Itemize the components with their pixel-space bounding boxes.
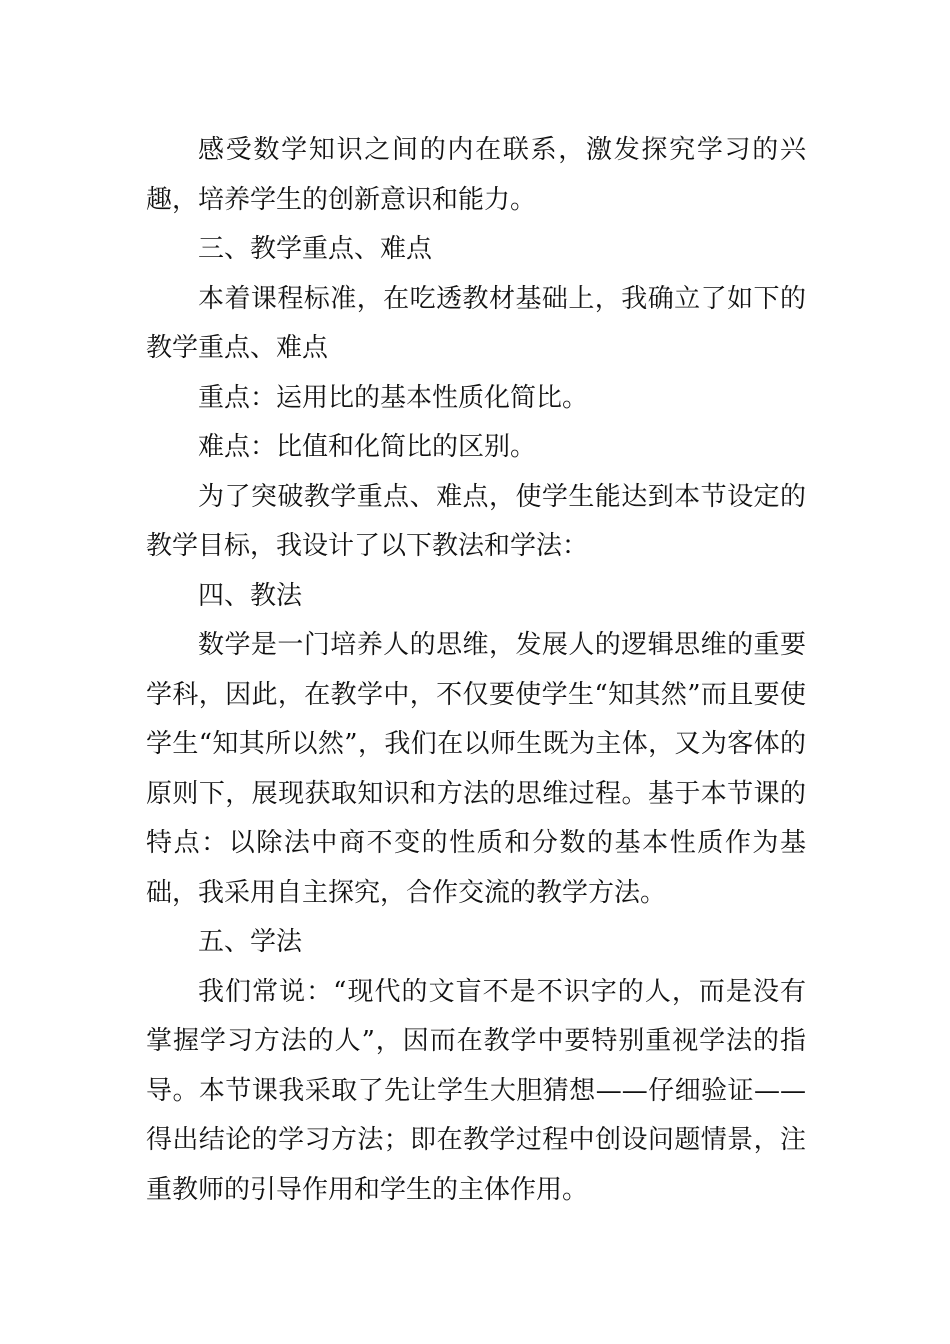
section-heading-teaching-method: 四、教法 (198, 580, 303, 611)
paragraph-difficult-point: 难点：比值和化简比的区别。 (198, 432, 537, 462)
paragraph-methods-intro: 为了突破教学重点、难点，使学生能达到本节设定的教学目标，我设计了以下教法和学法： (146, 481, 806, 561)
paragraph-key-point: 重点：运用比的基本性质化简比。 (198, 382, 589, 413)
section-heading-learning-method: 五、学法 (198, 927, 303, 957)
document-body (146, 126, 806, 1215)
section-heading-key-points: 三、教学重点、难点 (198, 234, 433, 264)
paragraph-teaching-method: 数学是一门培养人的思维，发展人的逻辑思维的重要学科，因此，在教学中，不仅要使学生“知其然”而且要使学生“知其所以然”，我们在以师生既为主体，又为客体的原则下，展现获取知识和方法的思维过程。基于本节课的特点：以除法中商不变的性质和分数的基本性质作为基础，我采用自主探究，合作交流的教学方法。 (146, 630, 806, 908)
paragraph-key-points-intro: 本着课程标准，在吃透教材基础上，我确立了如下的教学重点、难点 (146, 283, 806, 363)
paragraph-learning-method: 我们常说：“现代的文盲不是不识字的人，而是没有掌握学习方法的人”，因而在教学中要特别重视学法的指导。本节课我采取了先让学生大胆猜想——仔细验证——得出结论的学习方法；即在教学过程中创设问题情景，注重教师的引导作用和学生的主体作用。 (146, 976, 806, 1205)
paragraph-goal-continuation: 感受数学知识之间的内在联系，激发探究学习的兴趣，培养学生的创新意识和能力。 (146, 135, 806, 215)
